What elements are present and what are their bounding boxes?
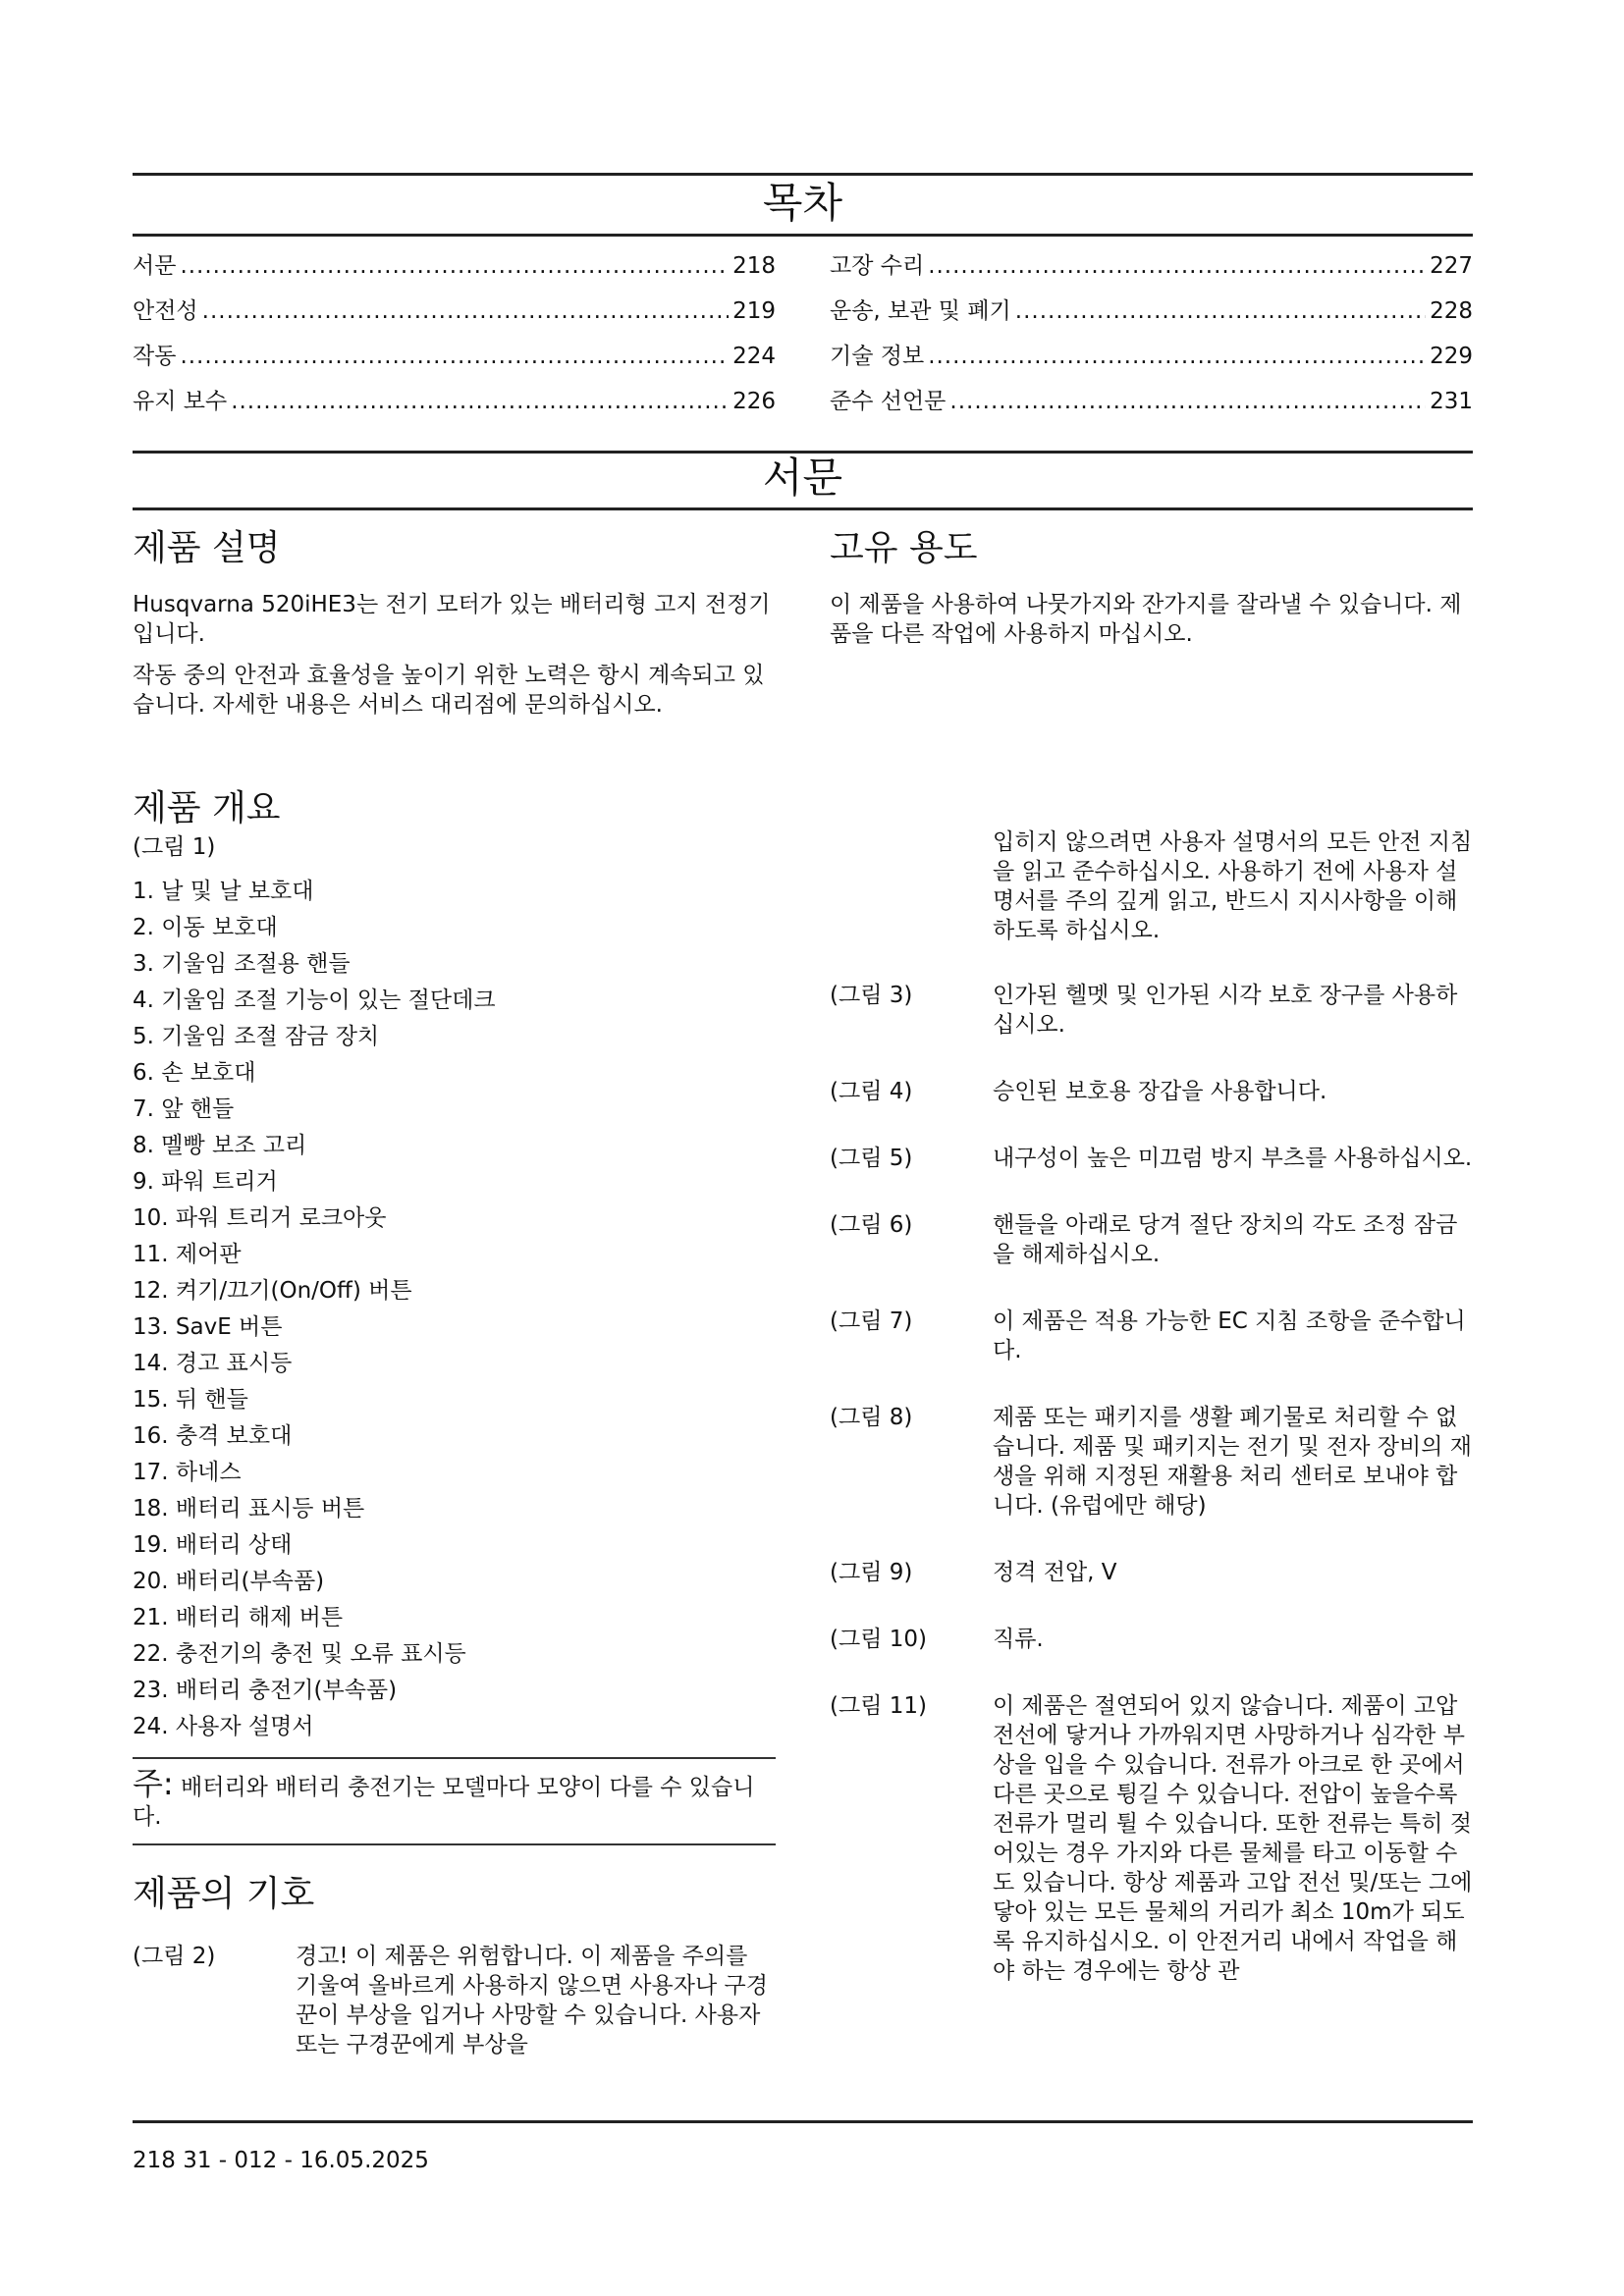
list-item: 15. 뒤 핸들 xyxy=(133,1387,248,1413)
list-item: 10. 파워 트리거 로크아웃 xyxy=(133,1205,387,1231)
toc-entry[interactable]: 고장 수리 ..... 227 xyxy=(830,247,1473,293)
manual-page xyxy=(133,0,1473,2296)
symbol-description: 제품 또는 패키지를 생활 폐기물로 처리할 수 없습니다. 제품 및 패키지는 전기 및 전자 장비의 재생을 위해 지정된 재활용 처리 센터로 보내야 합니다. (유럽에만 해당) xyxy=(993,1405,1472,1519)
list-item: 20. 배터리(부속품) xyxy=(133,1569,325,1594)
list-item: 8. 멜빵 보조 고리 xyxy=(133,1133,307,1158)
section-bottom-rule xyxy=(133,507,1473,510)
symbol-description: 이 제품은 적용 가능한 EC 지침 조항을 준수합니다. xyxy=(993,1308,1466,1363)
toc-right-column xyxy=(830,247,1473,428)
product-description-text: Husqvarna 520iHE3는 전기 모터가 있는 배터리형 고지 전정기입니다. xyxy=(133,592,771,647)
symbol-entry xyxy=(830,1077,1473,1106)
symbol-entry xyxy=(830,828,1473,945)
product-description-heading: 제품 설명 xyxy=(133,528,281,568)
toc-entry[interactable]: 안전성 ..... 219 xyxy=(133,293,776,338)
symbol-description: 핸들을 아래로 당겨 절단 장치의 각도 조정 잠금을 해제하십시오. xyxy=(993,1212,1458,1267)
symbol-figure-ref: (그림 4) xyxy=(830,1079,913,1104)
list-item: 23. 배터리 충전기(부속품) xyxy=(133,1678,398,1703)
section-title: 서문 xyxy=(762,454,843,502)
symbol-figure-ref: (그림 7) xyxy=(830,1308,913,1334)
toc-entry[interactable]: 기술 정보 ..... 229 xyxy=(830,338,1473,383)
list-item: 22. 충전기의 충전 및 오류 표시등 xyxy=(133,1641,466,1667)
product-symbols-heading: 제품의 기호 xyxy=(133,1874,315,1914)
toc-title: 목차 xyxy=(762,179,843,227)
toc-entry[interactable]: 준수 선언문 ..... 231 xyxy=(830,383,1473,428)
list-item: 7. 앞 핸들 xyxy=(133,1096,235,1122)
symbol-entry xyxy=(830,1625,1473,1654)
toc-entry[interactable]: 운송, 보관 및 폐기 ..... 228 xyxy=(830,293,1473,338)
symbol-figure-ref: (그림 11) xyxy=(830,1693,927,1719)
footer-text: 218 31 - 012 - 16.05.2025 xyxy=(133,2148,429,2173)
toc-bottom-rule xyxy=(133,234,1473,237)
overview-parts-list xyxy=(133,874,776,1745)
symbol-entry xyxy=(830,1144,1473,1173)
symbol-entry xyxy=(830,1210,1473,1269)
symbol-figure-ref: (그림 9) xyxy=(830,1560,913,1585)
product-description-text-2: 작동 중의 안전과 효율성을 높이기 위한 노력은 항시 계속되고 있습니다. 자세한 내용은 서비스 대리점에 문의하십시오. xyxy=(133,663,765,718)
list-item: 17. 하네스 xyxy=(133,1460,242,1485)
note-box xyxy=(133,1757,776,1845)
symbol-description: 직류. xyxy=(993,1627,1044,1652)
product-symbols-continued xyxy=(830,828,1473,1986)
list-item: 4. 기울임 조절 기능이 있는 절단데크 xyxy=(133,988,496,1013)
product-description xyxy=(133,527,776,720)
list-item: 13. SavE 버튼 xyxy=(133,1314,283,1340)
list-item: 19. 배터리 상태 xyxy=(133,1532,293,1558)
symbol-entry xyxy=(830,1558,1473,1587)
toc-left-column xyxy=(133,247,776,428)
list-item: 12. 켜기/끄기(On/Off) 버튼 xyxy=(133,1278,412,1304)
list-item: 6. 손 보호대 xyxy=(133,1060,256,1086)
list-item: 3. 기울임 조절용 핸들 xyxy=(133,951,351,977)
symbol-entry xyxy=(830,981,1473,1040)
product-overview-heading: 제품 개요 xyxy=(133,788,281,828)
toc-entry[interactable]: 유지 보수 ..... 226 xyxy=(133,383,776,428)
symbol-entry xyxy=(830,1307,1473,1365)
symbol-entry xyxy=(830,1691,1473,1986)
symbol-description: 경고! 이 제품은 위험합니다. 이 제품을 주의를 기울여 올바르게 사용하지 않으면 사용자나 구경꾼이 부상을 입거나 사망할 수 있습니다. 사용자 또는 구경꾼에게 부상을 xyxy=(296,1944,768,2057)
toc-top-rule xyxy=(133,173,1473,176)
list-item: 11. 제어판 xyxy=(133,1242,242,1267)
symbol-figure-ref: (그림 3) xyxy=(830,983,913,1008)
footer-rule xyxy=(133,2120,1473,2123)
symbol-description-continuation: 입히지 않으려면 사용자 설명서의 모든 안전 지침을 읽고 준수하십시오. 사용하기 전에 사용자 설명서를 주의 깊게 읽고, 반드시 지시사항을 이해하도록 하십시오. xyxy=(993,829,1473,943)
overview-figure-ref: (그림 1) xyxy=(133,834,216,860)
symbol-description: 인가된 헬멧 및 인가된 시각 보호 장구를 사용하십시오. xyxy=(993,983,1458,1038)
symbol-entry xyxy=(133,1942,776,2059)
list-item: 24. 사용자 설명서 xyxy=(133,1714,314,1739)
symbol-description: 정격 전압, V xyxy=(993,1560,1117,1585)
list-item: 14. 경고 표시등 xyxy=(133,1351,293,1376)
symbol-description: 이 제품은 절연되어 있지 않습니다. 제품이 고압 전선에 닿거나 가까워지면 사망하거나 심각한 부상을 입을 수 있습니다. 전류가 아크로 한 곳에서 다른 곳으로 튕길 수 있습니다. 전압이 높을수록 전류가 멀리 튈 수 있습니다. 또한 전류는 특히 젖어있는 경우 가지와 다른 물체를 타고 이동할 수도 있습니다. 항상 제품과 고압 전선 및/또는 그에 닿아 있는 모든 물체의 거리가 최소 10m가 되도록 유지하십시오. 이 안전거리 내에서 작업을 해야 하는 경우에는 항상 관 xyxy=(993,1693,1473,1984)
toc-entry[interactable]: 작동 ..... 224 xyxy=(133,338,776,383)
intended-use-heading: 고유 용도 xyxy=(830,528,978,568)
list-item: 18. 배터리 표시등 버튼 xyxy=(133,1496,365,1522)
symbol-description: 내구성이 높은 미끄럼 방지 부츠를 사용하십시오. xyxy=(993,1146,1473,1171)
symbol-entry xyxy=(830,1403,1473,1521)
product-symbols xyxy=(133,1873,776,2059)
symbol-figure-ref: (그림 2) xyxy=(133,1944,216,1969)
intended-use-text: 이 제품을 사용하여 나뭇가지와 잔가지를 잘라낼 수 있습니다. 제품을 다른 작업에 사용하지 마십시오. xyxy=(830,592,1462,647)
list-item: 9. 파워 트리거 xyxy=(133,1169,278,1195)
symbol-description: 승인된 보호용 장갑을 사용합니다. xyxy=(993,1079,1327,1104)
symbol-figure-ref: (그림 6) xyxy=(830,1212,913,1238)
toc-entry[interactable]: 서문 ..... 218 xyxy=(133,247,776,293)
note-text: 배터리와 배터리 충전기는 모델마다 모양이 다를 수 있습니다. xyxy=(133,1775,755,1830)
list-item: 16. 충격 보호대 xyxy=(133,1423,293,1449)
product-overview xyxy=(133,787,776,1745)
list-item: 5. 기울임 조절 잠금 장치 xyxy=(133,1024,380,1049)
note-label: 주: xyxy=(133,1765,174,1802)
intended-use xyxy=(830,527,1473,649)
symbol-figure-ref: (그림 10) xyxy=(830,1627,927,1652)
list-item: 1. 날 및 날 보호대 xyxy=(133,879,314,904)
symbol-figure-ref: (그림 8) xyxy=(830,1405,913,1430)
symbol-figure-ref: (그림 5) xyxy=(830,1146,913,1171)
list-item: 21. 배터리 해제 버튼 xyxy=(133,1605,344,1630)
list-item: 2. 이동 보호대 xyxy=(133,915,278,940)
